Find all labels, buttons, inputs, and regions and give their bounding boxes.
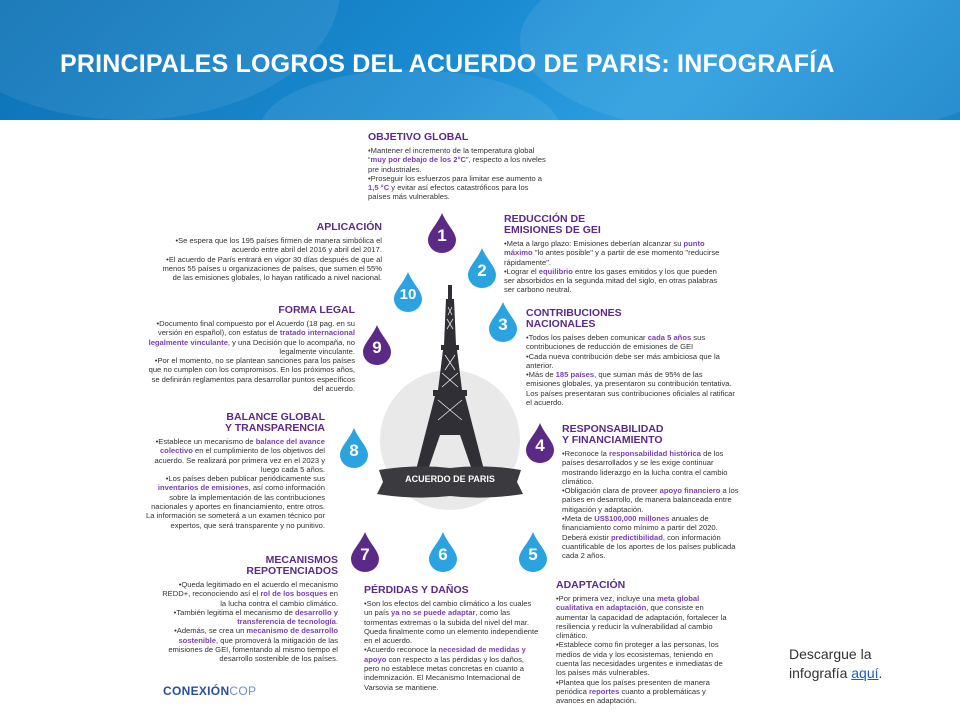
drop-number: 6 — [438, 545, 448, 564]
section-title: REDUCCIÓN DE EMISIONES DE GEI — [504, 213, 601, 236]
drop-number: 7 — [360, 545, 370, 564]
bullet: •Meta a largo plazo: Emisiones deberían alcanzar su punto máximo "lo antes posible" y a partir de ese momento "reducirse rápidamente". — [504, 239, 720, 267]
bullet: •También legitima el mecanismo de desarrollo y transferencia de tecnología. — [173, 607, 338, 627]
drop-number: 9 — [372, 338, 382, 357]
drop-9 — [360, 325, 394, 365]
conexion-cop-logo: CONEXIÓNCOP — [163, 684, 257, 698]
section-title: RESPONSABILIDAD Y FINANCIAMIENTO — [562, 423, 664, 446]
drop-number: 10 — [399, 286, 417, 303]
bullet: •Por el momento, no se plantean sanciones para los países que no cumplen con los compromisos. En los próximos años, se definirán reglamentos para desarrollar puntos específicos del acuerdo. — [148, 356, 355, 394]
drop-4 — [523, 423, 557, 463]
section-aplicacion — [160, 222, 382, 282]
download-link[interactable]: aquí — [851, 665, 879, 681]
drop-number: 1 — [437, 226, 447, 245]
drop-1 — [425, 213, 459, 253]
drop-8 — [337, 428, 371, 468]
section-title: ADAPTACIÓN — [556, 579, 626, 591]
section-objetivo-global — [368, 132, 546, 202]
section-title: FORMA LEGAL — [278, 304, 355, 316]
bullet: •Establece como fin proteger a las personas, los medios de vida y los ecosistemas, teniendo en cuenta las necesidades urgentes e inmediatas de los países más vulnerables. — [556, 640, 723, 678]
bullet: •Se espera que los 195 países firmen de manera simbólica el acuerdo entre abril del 2016 y abril del 2017. — [175, 236, 382, 255]
header-banner — [0, 0, 960, 120]
section-balance-global — [145, 412, 325, 530]
drop-7 — [348, 532, 382, 572]
drop-number: 8 — [349, 441, 359, 460]
download-note: Descargue la infografía aquí. — [789, 646, 883, 681]
section-responsabilidad-financiamiento — [562, 424, 742, 561]
section-title: PÉRDIDAS Y DAÑOS — [364, 584, 469, 596]
slide-title: PRINCIPALES LOGROS DEL ACUERDO DE PARIS: INFOGRAFÍA — [60, 50, 835, 78]
section-title: APLICACIÓN — [316, 221, 382, 233]
section-title: CONTRIBUCIONES NACIONALES — [526, 307, 622, 330]
drop-6 — [426, 532, 460, 572]
eiffel-tower-icon — [400, 285, 500, 485]
drop-2 — [465, 248, 499, 288]
section-contribuciones-nacionales — [526, 308, 738, 407]
drop-number: 5 — [528, 545, 538, 564]
bullet: •Más de 185 países, que suman más de 95% de las emisiones globales, ya presentaron su contribución tentativa. Los países presentaran sus contribuciones oficiales al ratificar el acuerdo. — [526, 370, 735, 408]
section-title: MECANISMOS REPOTENCIADOS — [246, 554, 338, 577]
drop-number: 4 — [535, 436, 545, 455]
bullet: •Todos los países deben comunicar cada 5 años sus contribuciones de reducción de emisiones de GEI — [526, 333, 706, 352]
drop-3 — [486, 302, 520, 342]
section-forma-legal — [145, 305, 355, 393]
bullet: •Plantea que los países presenten de manera periódica reportes cuanto a problemáticas y avances en adaptación. — [556, 677, 710, 706]
drop-number: 3 — [498, 315, 508, 334]
section-adaptacion — [556, 580, 734, 706]
bullet: •Queda legitimado en el acuerdo el mecanismo REDD+, reconociendo así el rol de los bosques en la lucha contra el cambio climático. — [162, 580, 338, 608]
download-line-2: infografía — [789, 665, 852, 681]
bullet: •Lograr el equilibrio entre los gases emitidos y los que pueden ser absorbidos en la segunda mitad del siglo, en otras palabras ser carbono neutral. — [504, 266, 718, 295]
bullet: •Acuerdo reconoce la necesidad de medidas y apoyo con respecto a las pérdidas y los daños, pero no establece metas concretas en cuanto a indemnización. El Mecanismo Internacional de Varsovia se mantiene. — [364, 645, 526, 692]
section-perdidas-danos — [364, 585, 540, 692]
drop-5 — [516, 532, 550, 572]
bullet: •Establece un mecanismo de balance del avance colectivo en el cumplimiento de los objetivos del acuerdo. Se realizará por primera vez en el 2023 y luego cada 5 años. — [154, 437, 325, 474]
bullet: •Meta de US$100,000 millones anuales de financiamiento como mínimo a partir del 2020. Deberá existir predictibilidad, con información cuantificable de los aportes de los países publicada cada 2 años. — [562, 514, 736, 561]
drop-number: 2 — [477, 261, 487, 280]
bullet: •Cada nueva contribución debe ser más ambiciosa que la anterior. — [526, 351, 720, 370]
bullet: •Los países deben publicar periódicamente sus inventarios de emisiones, así como información sobre la implementación de las contribuciones nacionales y aportes en financiamiento, entre otros. La información se someterá a un examen técnico por expertos, que será transparente y no punitivo. — [146, 474, 325, 530]
bullet: •El acuerdo de París entrará en vigor 30 días después de que al menos 55 países u organizaciones de países, que sumen el 55% de las emisiones globales, lo hayan ratificado a nivel nacional. — [162, 254, 382, 283]
bullet: •Documento final compuesto por el Acuerdo (18 pag. en su versión en español), con estatus de tratado internacional legalmente vinculante, y una Decisión que lo acompaña, no legalmente vinculante. — [148, 319, 355, 356]
center-label: ACUERDO DE PARIS — [405, 474, 495, 484]
section-title: OBJETIVO GLOBAL — [368, 131, 469, 143]
bullet: •Además, se crea un mecanismo de desarrollo sostenible, que promoverá la mitigación de las emisiones de GEI, fomentando al mismo tiempo el desarrollo sostenible de los países. — [168, 626, 338, 664]
bullet: •Obligación clara de proveer apoyo financiero a los países en desarrollo, de manera balanceada entre mitigación y adaptación. — [562, 486, 739, 514]
download-line-1: Descargue la — [789, 646, 872, 662]
section-title: BALANCE GLOBAL Y TRANSPARENCIA — [225, 411, 325, 434]
drop-10 — [391, 272, 425, 312]
bullet: •Mantener el incremento de la temperatura global “muy por debajo de los 2°C”, respecto a los niveles pre industriales. — [368, 146, 546, 174]
bullet: •Reconoce la responsabilidad histórica de los países desarrollados y se les exige continuar mostrando liderazgo en la lucha contra el cambio climático. — [562, 449, 728, 486]
bullet: •Proseguir los esfuerzos para limitar ese aumento a 1,5 °C y evitar así efectos catastróficos para los países más vulnerables. — [368, 173, 543, 202]
section-mecanismos-repotenciados — [160, 555, 338, 664]
bullet: •Son los efectos del cambio climático a los cuales un país ya no se puede adaptar, como las tormentas extremas o la subida del nivel del mar. Queda finalmente como un elemento independiente en el acuerdo. — [364, 599, 539, 646]
section-reduccion-emisiones — [504, 214, 726, 295]
bullet: •Por primera vez, incluye una meta global cualitativa en adaptación, que consiste en aumentar la capacidad de adaptación, fortalecer la resiliencia y reducir la vulnerabilidad al cambio climático. — [556, 594, 727, 641]
